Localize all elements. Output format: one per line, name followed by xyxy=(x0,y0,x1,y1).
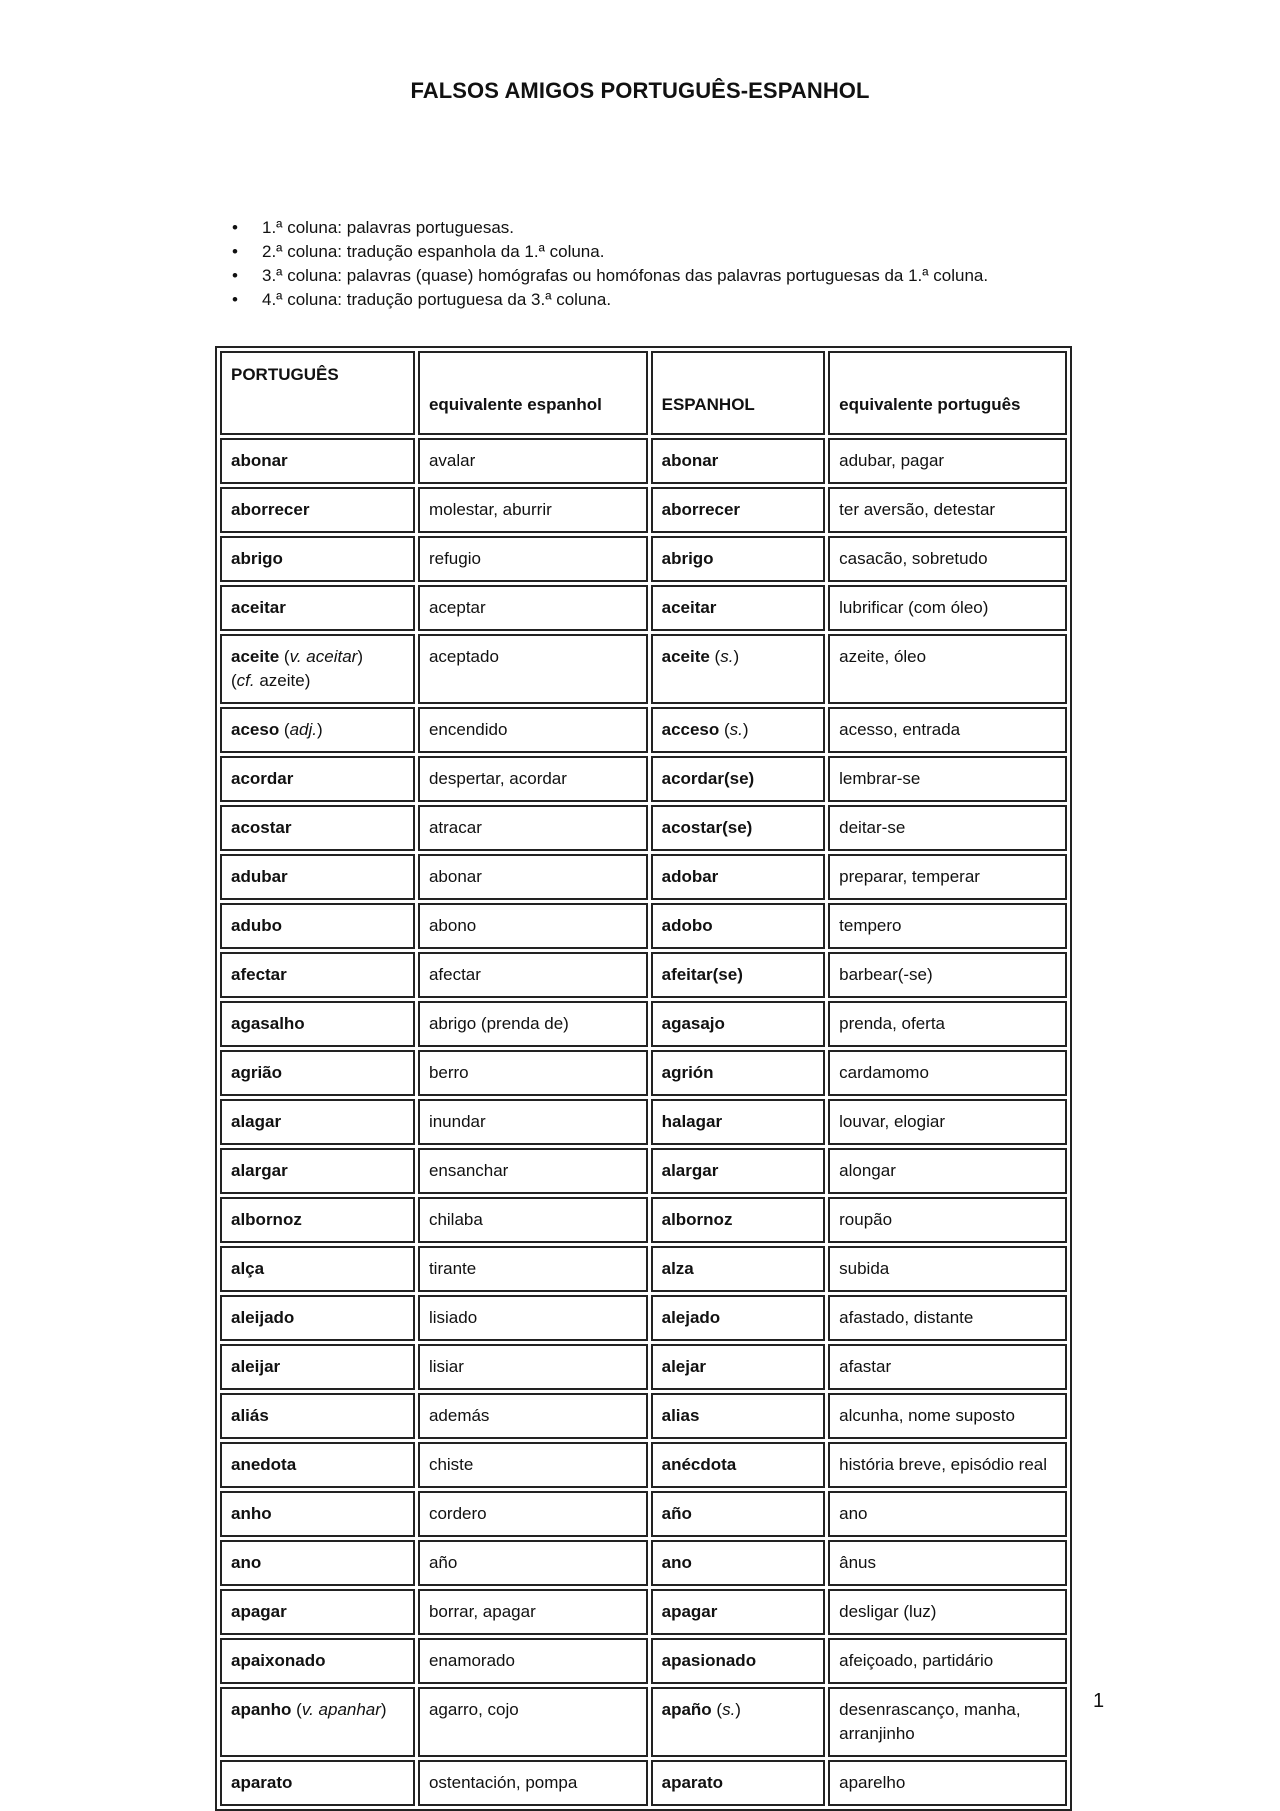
word-espanhol: anécdota xyxy=(661,1455,737,1474)
word-espanhol: alejado xyxy=(661,1308,721,1327)
word-portugues: apanho xyxy=(231,1700,292,1719)
note-paren: ) xyxy=(742,720,749,739)
word-espanhol: abrigo xyxy=(661,549,714,568)
cell-espanhol xyxy=(651,854,826,900)
table-row xyxy=(220,1442,1067,1488)
word-espanhol: acostar(se) xyxy=(661,818,753,837)
table-body xyxy=(220,438,1067,1806)
table-row xyxy=(220,1344,1067,1390)
word-espanhol: adobo xyxy=(661,916,713,935)
cell-equivalente-espanhol: atracar xyxy=(418,805,648,851)
table-row xyxy=(220,1540,1067,1586)
cell-equivalente-portugues: roupão xyxy=(828,1197,1067,1243)
cell-equivalente-espanhol: abono xyxy=(418,903,648,949)
cell-portugues xyxy=(220,1197,415,1243)
table-row xyxy=(220,1246,1067,1292)
cell-espanhol xyxy=(651,585,826,631)
cell-equivalente-espanhol: despertar, acordar xyxy=(418,756,648,802)
word-portugues: acostar xyxy=(231,818,292,837)
word-espanhol: año xyxy=(661,1504,692,1523)
intro-list xyxy=(232,216,988,312)
cell-equivalente-espanhol: chilaba xyxy=(418,1197,648,1243)
word-espanhol: albornoz xyxy=(661,1210,733,1229)
note-cf-word: azeite) xyxy=(254,671,311,690)
word-portugues: anedota xyxy=(231,1455,297,1474)
cell-portugues xyxy=(220,634,415,704)
table-row xyxy=(220,1001,1067,1047)
note-paren: ) xyxy=(317,720,323,739)
table-row xyxy=(220,707,1067,753)
cell-equivalente-espanhol: lisiado xyxy=(418,1295,648,1341)
word-portugues: adubar xyxy=(231,867,288,886)
table-row xyxy=(220,1760,1067,1806)
cell-equivalente-espanhol: además xyxy=(418,1393,648,1439)
cell-equivalente-espanhol: molestar, aburrir xyxy=(418,487,648,533)
word-espanhol: alza xyxy=(661,1259,694,1278)
table-row xyxy=(220,1687,1067,1757)
word-espanhol: aceite xyxy=(661,647,710,666)
cell-equivalente-espanhol: chiste xyxy=(418,1442,648,1488)
cell-equivalente-portugues: subida xyxy=(828,1246,1067,1292)
cell-espanhol xyxy=(651,438,826,484)
cell-espanhol xyxy=(651,1687,826,1757)
note-cf: cf. xyxy=(236,671,255,690)
cell-equivalente-espanhol: ensanchar xyxy=(418,1148,648,1194)
cell-espanhol xyxy=(651,1442,826,1488)
note-grammar: s. xyxy=(729,720,743,739)
note-paren: ( xyxy=(291,1700,302,1719)
word-espanhol: alias xyxy=(661,1406,700,1425)
note-paren: ( xyxy=(719,720,730,739)
word-espanhol: afeitar(se) xyxy=(661,965,743,984)
false-friends-table xyxy=(215,346,1072,1811)
word-portugues: aceitar xyxy=(231,598,286,617)
cell-portugues xyxy=(220,1148,415,1194)
note-grammar: s. xyxy=(722,1700,736,1719)
word-espanhol: alargar xyxy=(661,1161,719,1180)
table-row xyxy=(220,805,1067,851)
cell-equivalente-portugues: louvar, elogiar xyxy=(828,1099,1067,1145)
cell-equivalente-portugues: desligar (luz) xyxy=(828,1589,1067,1635)
cell-equivalente-portugues: lembrar-se xyxy=(828,756,1067,802)
cell-equivalente-espanhol: abonar xyxy=(418,854,648,900)
cell-equivalente-espanhol: abrigo (prenda de) xyxy=(418,1001,648,1047)
word-portugues: afectar xyxy=(231,965,287,984)
word-espanhol: abonar xyxy=(661,451,719,470)
cell-equivalente-portugues: história breve, episódio real xyxy=(828,1442,1067,1488)
word-portugues: adubo xyxy=(231,916,282,935)
table-row xyxy=(220,585,1067,631)
cell-equivalente-espanhol: agarro, cojo xyxy=(418,1687,648,1757)
cell-espanhol xyxy=(651,1050,826,1096)
cell-portugues xyxy=(220,707,415,753)
note-paren: ) xyxy=(357,647,363,666)
cell-equivalente-portugues: adubar, pagar xyxy=(828,438,1067,484)
word-portugues: agrião xyxy=(231,1063,283,1082)
table-row xyxy=(220,634,1067,704)
cell-portugues xyxy=(220,1344,415,1390)
cell-espanhol xyxy=(651,634,826,704)
cell-portugues xyxy=(220,805,415,851)
word-espanhol: alejar xyxy=(661,1357,707,1376)
word-portugues: aparato xyxy=(231,1773,293,1792)
cell-equivalente-portugues: alongar xyxy=(828,1148,1067,1194)
cell-equivalente-portugues: ânus xyxy=(828,1540,1067,1586)
cell-portugues xyxy=(220,1540,415,1586)
word-espanhol: halagar xyxy=(661,1112,723,1131)
cell-portugues xyxy=(220,1589,415,1635)
note-paren: ) xyxy=(733,647,740,666)
word-espanhol: agasajo xyxy=(661,1014,725,1033)
cell-espanhol xyxy=(651,805,826,851)
word-espanhol: adobar xyxy=(661,867,719,886)
table-row xyxy=(220,487,1067,533)
table-row xyxy=(220,1491,1067,1537)
note-grammar: s. xyxy=(720,647,734,666)
word-portugues: agasalho xyxy=(231,1014,305,1033)
cell-equivalente-espanhol: encendido xyxy=(418,707,648,753)
cell-portugues xyxy=(220,487,415,533)
cell-portugues xyxy=(220,1638,415,1684)
intro-item: • 1.ª coluna: palavras portuguesas. xyxy=(232,216,988,240)
word-espanhol: ano xyxy=(661,1553,692,1572)
cell-equivalente-portugues: afastado, distante xyxy=(828,1295,1067,1341)
word-espanhol: aparato xyxy=(661,1773,724,1792)
table-row xyxy=(220,903,1067,949)
cell-portugues xyxy=(220,585,415,631)
word-portugues: apaixonado xyxy=(231,1651,326,1670)
cell-espanhol xyxy=(651,952,826,998)
cell-equivalente-portugues: aparelho xyxy=(828,1760,1067,1806)
table-row xyxy=(220,1589,1067,1635)
table-row xyxy=(220,854,1067,900)
word-portugues: acordar xyxy=(231,769,294,788)
cell-equivalente-portugues: ano xyxy=(828,1491,1067,1537)
cell-equivalente-portugues: alcunha, nome suposto xyxy=(828,1393,1067,1439)
cell-equivalente-portugues: barbear(-se) xyxy=(828,952,1067,998)
cell-equivalente-espanhol: afectar xyxy=(418,952,648,998)
cell-espanhol xyxy=(651,1295,826,1341)
word-espanhol: acceso xyxy=(661,720,720,739)
word-portugues: alargar xyxy=(231,1161,288,1180)
cell-portugues xyxy=(220,903,415,949)
cell-equivalente-portugues: lubrificar (com óleo) xyxy=(828,585,1067,631)
cell-equivalente-espanhol: berro xyxy=(418,1050,648,1096)
cell-espanhol xyxy=(651,1197,826,1243)
cell-portugues xyxy=(220,1760,415,1806)
table-row xyxy=(220,1197,1067,1243)
word-espanhol: aborrecer xyxy=(661,500,741,519)
document-title: FALSOS AMIGOS PORTUGUÊS-ESPANHOL xyxy=(410,78,870,103)
note-grammar: v. apanhar xyxy=(301,1700,381,1719)
header-equivalente-espanhol: equivalente espanhol xyxy=(418,351,648,435)
cell-equivalente-portugues: preparar, temperar xyxy=(828,854,1067,900)
word-portugues: aborrecer xyxy=(231,500,310,519)
cell-espanhol xyxy=(651,1638,826,1684)
word-portugues: apagar xyxy=(231,1602,287,1621)
cell-equivalente-espanhol: lisiar xyxy=(418,1344,648,1390)
cell-portugues xyxy=(220,536,415,582)
note-paren: ( xyxy=(279,720,290,739)
word-portugues: aceso xyxy=(231,720,280,739)
header-espanhol: ESPANHOL xyxy=(651,351,826,435)
note-grammar: adj. xyxy=(289,720,318,739)
cell-equivalente-espanhol: aceptar xyxy=(418,585,648,631)
intro-item: • 4.ª coluna: tradução portuguesa da 3.ª coluna. xyxy=(232,288,988,312)
cell-equivalente-espanhol: enamorado xyxy=(418,1638,648,1684)
cell-equivalente-espanhol: tirante xyxy=(418,1246,648,1292)
cell-portugues xyxy=(220,1491,415,1537)
intro-item: • 2.ª coluna: tradução espanhola da 1.ª coluna. xyxy=(232,240,988,264)
table-row xyxy=(220,952,1067,998)
cell-espanhol xyxy=(651,707,826,753)
cell-equivalente-espanhol: borrar, apagar xyxy=(418,1589,648,1635)
word-espanhol: aceitar xyxy=(661,598,717,617)
table-row xyxy=(220,1050,1067,1096)
cell-equivalente-portugues: casacão, sobretudo xyxy=(828,536,1067,582)
page-number: 1 xyxy=(1093,1690,1105,1712)
cell-equivalente-portugues: tempero xyxy=(828,903,1067,949)
cell-equivalente-portugues: prenda, oferta xyxy=(828,1001,1067,1047)
table-row xyxy=(220,1099,1067,1145)
note-paren: ( xyxy=(709,647,721,666)
cell-espanhol xyxy=(651,1148,826,1194)
cell-espanhol xyxy=(651,903,826,949)
note-paren: ) xyxy=(380,1700,387,1719)
cell-portugues xyxy=(220,1393,415,1439)
cell-equivalente-espanhol: avalar xyxy=(418,438,648,484)
cell-espanhol xyxy=(651,756,826,802)
header-portugues: PORTUGUÊS xyxy=(220,351,415,435)
cell-equivalente-espanhol: refugio xyxy=(418,536,648,582)
cell-equivalente-espanhol: cordero xyxy=(418,1491,648,1537)
cell-espanhol xyxy=(651,487,826,533)
cell-equivalente-portugues: deitar-se xyxy=(828,805,1067,851)
cell-espanhol xyxy=(651,1540,826,1586)
cell-portugues xyxy=(220,756,415,802)
word-portugues: albornoz xyxy=(231,1210,302,1229)
cell-espanhol xyxy=(651,1393,826,1439)
cell-portugues xyxy=(220,854,415,900)
cell-equivalente-portugues: acesso, entrada xyxy=(828,707,1067,753)
table-header-row xyxy=(220,351,1067,435)
intro-item: • 3.ª coluna: palavras (quase) homógrafas ou homófonas das palavras portuguesas da 1.ª coluna. xyxy=(232,264,988,288)
word-portugues: alça xyxy=(231,1259,265,1278)
word-portugues: abonar xyxy=(231,451,288,470)
cell-espanhol xyxy=(651,1491,826,1537)
cell-equivalente-portugues: afeiçoado, partidário xyxy=(828,1638,1067,1684)
cell-portugues xyxy=(220,1001,415,1047)
note-paren: ) xyxy=(735,1700,741,1719)
cell-espanhol xyxy=(651,536,826,582)
cell-portugues xyxy=(220,1099,415,1145)
cell-espanhol xyxy=(651,1344,826,1390)
cell-equivalente-portugues: afastar xyxy=(828,1344,1067,1390)
table-row xyxy=(220,1393,1067,1439)
cell-portugues xyxy=(220,1442,415,1488)
note-grammar: v. aceitar xyxy=(289,647,358,666)
word-portugues: abrigo xyxy=(231,549,283,568)
table-row xyxy=(220,1638,1067,1684)
word-espanhol: acordar(se) xyxy=(661,769,755,788)
word-portugues: aliás xyxy=(231,1406,269,1425)
cell-espanhol xyxy=(651,1246,826,1292)
note-paren: ( xyxy=(711,1700,723,1719)
cell-espanhol xyxy=(651,1589,826,1635)
word-portugues: alagar xyxy=(231,1112,282,1131)
word-portugues: ano xyxy=(231,1553,262,1572)
cell-equivalente-espanhol: aceptado xyxy=(418,634,648,704)
table-row xyxy=(220,1148,1067,1194)
cell-portugues xyxy=(220,1050,415,1096)
table-row xyxy=(220,1295,1067,1341)
word-espanhol: apaño xyxy=(661,1700,712,1719)
cell-equivalente-portugues: desenrascanço, manha, arranjinho xyxy=(828,1687,1067,1757)
table-row xyxy=(220,438,1067,484)
cell-espanhol xyxy=(651,1099,826,1145)
word-portugues: aceite xyxy=(231,647,280,666)
cell-portugues xyxy=(220,952,415,998)
word-espanhol: agrión xyxy=(661,1063,714,1082)
cell-equivalente-portugues: ter aversão, detestar xyxy=(828,487,1067,533)
cell-portugues xyxy=(220,1295,415,1341)
note-paren: ( xyxy=(231,671,237,690)
word-espanhol: apagar xyxy=(661,1602,718,1621)
cell-equivalente-portugues: azeite, óleo xyxy=(828,634,1067,704)
table-row xyxy=(220,536,1067,582)
word-portugues: aleijado xyxy=(231,1308,295,1327)
word-portugues: aleijar xyxy=(231,1357,281,1376)
table-row xyxy=(220,756,1067,802)
cell-espanhol xyxy=(651,1760,826,1806)
cell-equivalente-portugues: cardamomo xyxy=(828,1050,1067,1096)
header-equivalente-portugues: equivalente português xyxy=(828,351,1067,435)
word-espanhol: apasionado xyxy=(661,1651,757,1670)
cell-equivalente-espanhol: inundar xyxy=(418,1099,648,1145)
note-paren: ( xyxy=(279,647,290,666)
cell-equivalente-espanhol: ostentación, pompa xyxy=(418,1760,648,1806)
cell-portugues xyxy=(220,438,415,484)
cell-equivalente-espanhol: año xyxy=(418,1540,648,1586)
cell-espanhol xyxy=(651,1001,826,1047)
word-portugues: anho xyxy=(231,1504,272,1523)
cell-portugues xyxy=(220,1246,415,1292)
cell-portugues xyxy=(220,1687,415,1757)
